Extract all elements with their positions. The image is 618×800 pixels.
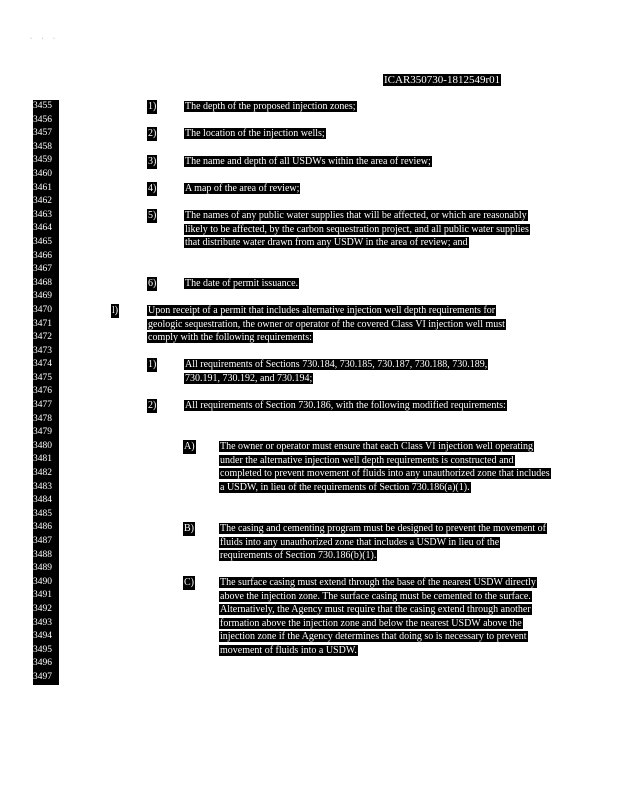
line-number-column: [33, 100, 59, 685]
line-number: 3469: [33, 290, 59, 304]
line-number: 3474: [33, 358, 59, 372]
line-number: 3456: [33, 114, 59, 128]
line-number: 3483: [33, 481, 59, 495]
line-number: 3466: [33, 250, 59, 264]
line-number: 3465: [33, 236, 59, 250]
list-item: [184, 358, 514, 385]
line-number: 3461: [33, 182, 59, 196]
document-id-text: ICAR350730-1812549r01: [384, 74, 501, 86]
document-id: [383, 74, 501, 88]
item-text: All requirements of Sections 730.184, 730.185, 730.187, 730.188, 730.189, 730.191, 730.192, and 730.194;: [185, 359, 488, 384]
line-number: 3470: [33, 304, 59, 318]
line-number: 3472: [33, 331, 59, 345]
line-number: 3496: [33, 657, 59, 671]
sub-list-item: [219, 522, 551, 563]
line-number: 3480: [33, 440, 59, 454]
line-number: 3479: [33, 426, 59, 440]
line-number: 3493: [33, 617, 59, 631]
line-number: 3457: [33, 127, 59, 141]
item-label: 3): [148, 156, 157, 167]
line-number: 3459: [33, 154, 59, 168]
item-text: The date of permit issuance.: [185, 278, 299, 289]
item-label: 5): [148, 210, 157, 221]
list-item: [184, 209, 546, 250]
line-number: 3463: [33, 209, 59, 223]
line-number: 3482: [33, 467, 59, 481]
line-number: 3489: [33, 562, 59, 576]
list-item: [184, 277, 544, 291]
line-number: 3475: [33, 372, 59, 386]
section-text: Upon receipt of a permit that includes alternative injection well depth requirements for geologic sequestration, the owner or operator of the covered Class VI injection well must comply with the following requirements:: [148, 305, 505, 344]
line-number: 3484: [33, 494, 59, 508]
line-number: 3467: [33, 263, 59, 277]
list-item: [184, 182, 544, 196]
sub-list-item: [219, 576, 551, 658]
item-text: The location of the injection wells;: [185, 128, 325, 139]
subitem-label: A): [184, 441, 195, 452]
section-label: l): [112, 305, 119, 316]
list-item: [184, 155, 544, 169]
subitem-text: The owner or operator must ensure that each Class VI injection well operating under the alternative injection well depth requirements is constructed and completed to prevent movement of fluids into any unauthorized zone that includes a USDW, in lieu of the requirements of Section 730.186(a)(1).: [220, 441, 550, 493]
sub-list-item: [219, 440, 551, 494]
line-number: 3462: [33, 195, 59, 209]
line-number: 3471: [33, 318, 59, 332]
line-number: 3481: [33, 453, 59, 467]
line-number: 3460: [33, 168, 59, 182]
line-number: 3478: [33, 413, 59, 427]
item-label: 1): [148, 359, 157, 370]
line-number: 3495: [33, 644, 59, 658]
subitem-text: The surface casing must extend through the base of the nearest USDW directly above the injection zone. The surface casing must be cemented to the surface. Alternatively, the Agency must require that the casing extend through another formation above the injection zone and below the nearest USDW above the injection zone if the Agency determines that doing so is necessary to prevent movement of fluids into a USDW.: [220, 577, 536, 656]
line-number: 3485: [33, 508, 59, 522]
item-label: 6): [148, 278, 157, 289]
line-number: 3494: [33, 630, 59, 644]
line-number: 3458: [33, 141, 59, 155]
line-number: 3491: [33, 589, 59, 603]
subitem-text: The casing and cementing program must be designed to prevent the movement of fluids into any unauthorized zone that includes a USDW in lieu of the requirements of Section 730.186(b)(1).: [220, 523, 547, 562]
item-text: The depth of the proposed injection zones;: [185, 101, 356, 112]
item-label: 4): [148, 183, 157, 194]
line-number: 3455: [33, 100, 59, 114]
item-text: The name and depth of all USDWs within the area of review;: [185, 156, 431, 167]
item-label: 2): [148, 128, 157, 139]
item-label: 1): [148, 101, 157, 112]
line-number: 3492: [33, 603, 59, 617]
line-number: 3490: [33, 576, 59, 590]
line-number: 3497: [33, 671, 59, 685]
line-number: 3473: [33, 345, 59, 359]
item-text: The names of any public water supplies that will be affected, or which are reasonably likely to be affected, by the carbon sequestration project, and all public water supplies that distribute water drawn from any USDW in the area of review; and: [185, 210, 529, 249]
line-number: 3477: [33, 399, 59, 413]
scan-marks: · · ·: [30, 36, 59, 42]
list-item: [184, 127, 544, 141]
list-item: [184, 100, 544, 114]
line-number: 3488: [33, 549, 59, 563]
item-text: All requirements of Section 730.186, with the following modified requirements:: [185, 400, 506, 411]
section-paragraph: [147, 304, 527, 345]
item-text: A map of the area of review;: [185, 183, 300, 194]
line-number: 3468: [33, 277, 59, 291]
subitem-label: B): [184, 523, 194, 534]
item-label: 2): [148, 400, 157, 411]
line-number: 3486: [33, 521, 59, 535]
subitem-label: C): [184, 577, 194, 588]
line-number: 3487: [33, 535, 59, 549]
list-item: [184, 399, 514, 413]
line-number: 3464: [33, 222, 59, 236]
line-number: 3476: [33, 385, 59, 399]
